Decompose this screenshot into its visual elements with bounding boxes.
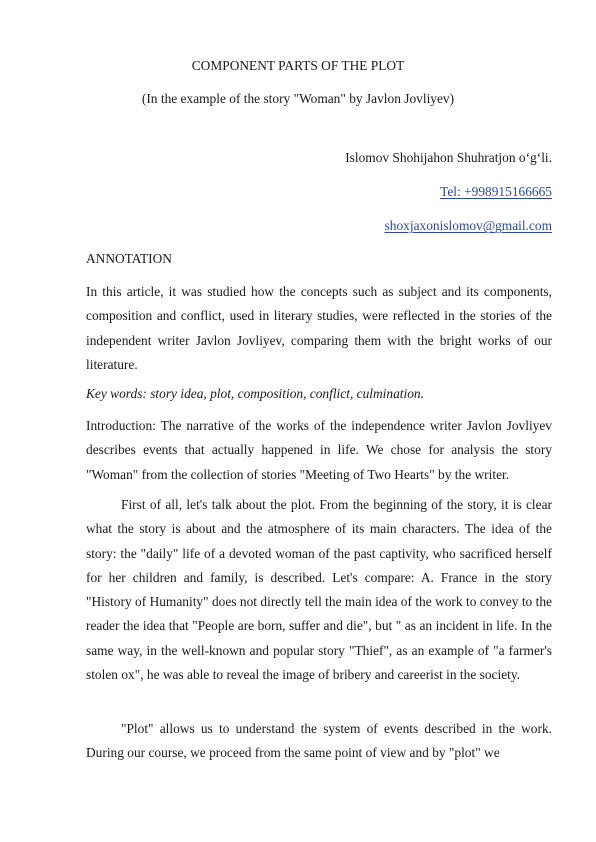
paper-subtitle: (In the example of the story "Woman" by Javlon Jovliyev) <box>141 91 455 106</box>
body-paragraph-2: "Plot" allows us to understand the system of events described in the work. During our course, we proceed from the same point of view and by "plot" we <box>86 721 552 761</box>
author-email-link[interactable]: shoxjaxonislomov@gmail.com <box>384 218 552 233</box>
annotation-heading: ANNOTATION <box>86 251 172 266</box>
author-name: Islomov Shohijahon Shuhratjon o‘g‘li. <box>345 150 552 165</box>
body-paragraph-1: First of all, let's talk about the plot. From the beginning of the story, it is clear what the story is about and the atmosphere of its main characters. The idea of the story: the "daily" life of a devoted woman of the past captivity, who sacrificed herself for her children and family, is described. Let's compare: A. France in the story "History of Humanity" does not directly tell the main idea of the work to convey to the reader the idea that "People are born, suffer and die", but " as an incident in life. In the same way, in the well-known and popular story "Thief", as an example of "a farmer's stolen ox", he was able to reveal the image of bribery and careerist in the society. <box>86 497 552 683</box>
author-phone-link[interactable]: Tel: +998915166665 <box>440 184 552 199</box>
paper-title: COMPONENT PARTS OF THE PLOT <box>191 58 405 73</box>
keywords-line: Key words: story idea, plot, composition, conflict, culmination. <box>86 386 424 401</box>
introduction-paragraph: Introduction: The narrative of the works of the independence writer Javlon Jovliyev describes events that actually happened in life. We chose for analysis the story "Woman" from the collection of stories "Meeting of Two Hearts" by the writer. <box>86 418 552 482</box>
annotation-text: In this article, it was studied how the concepts such as subject and its components, composition and conflict, used in literary studies, were reflected in the stories of the independent writer Javlon Jovliyev, comparing them with the bright works of our literature. <box>86 284 552 372</box>
